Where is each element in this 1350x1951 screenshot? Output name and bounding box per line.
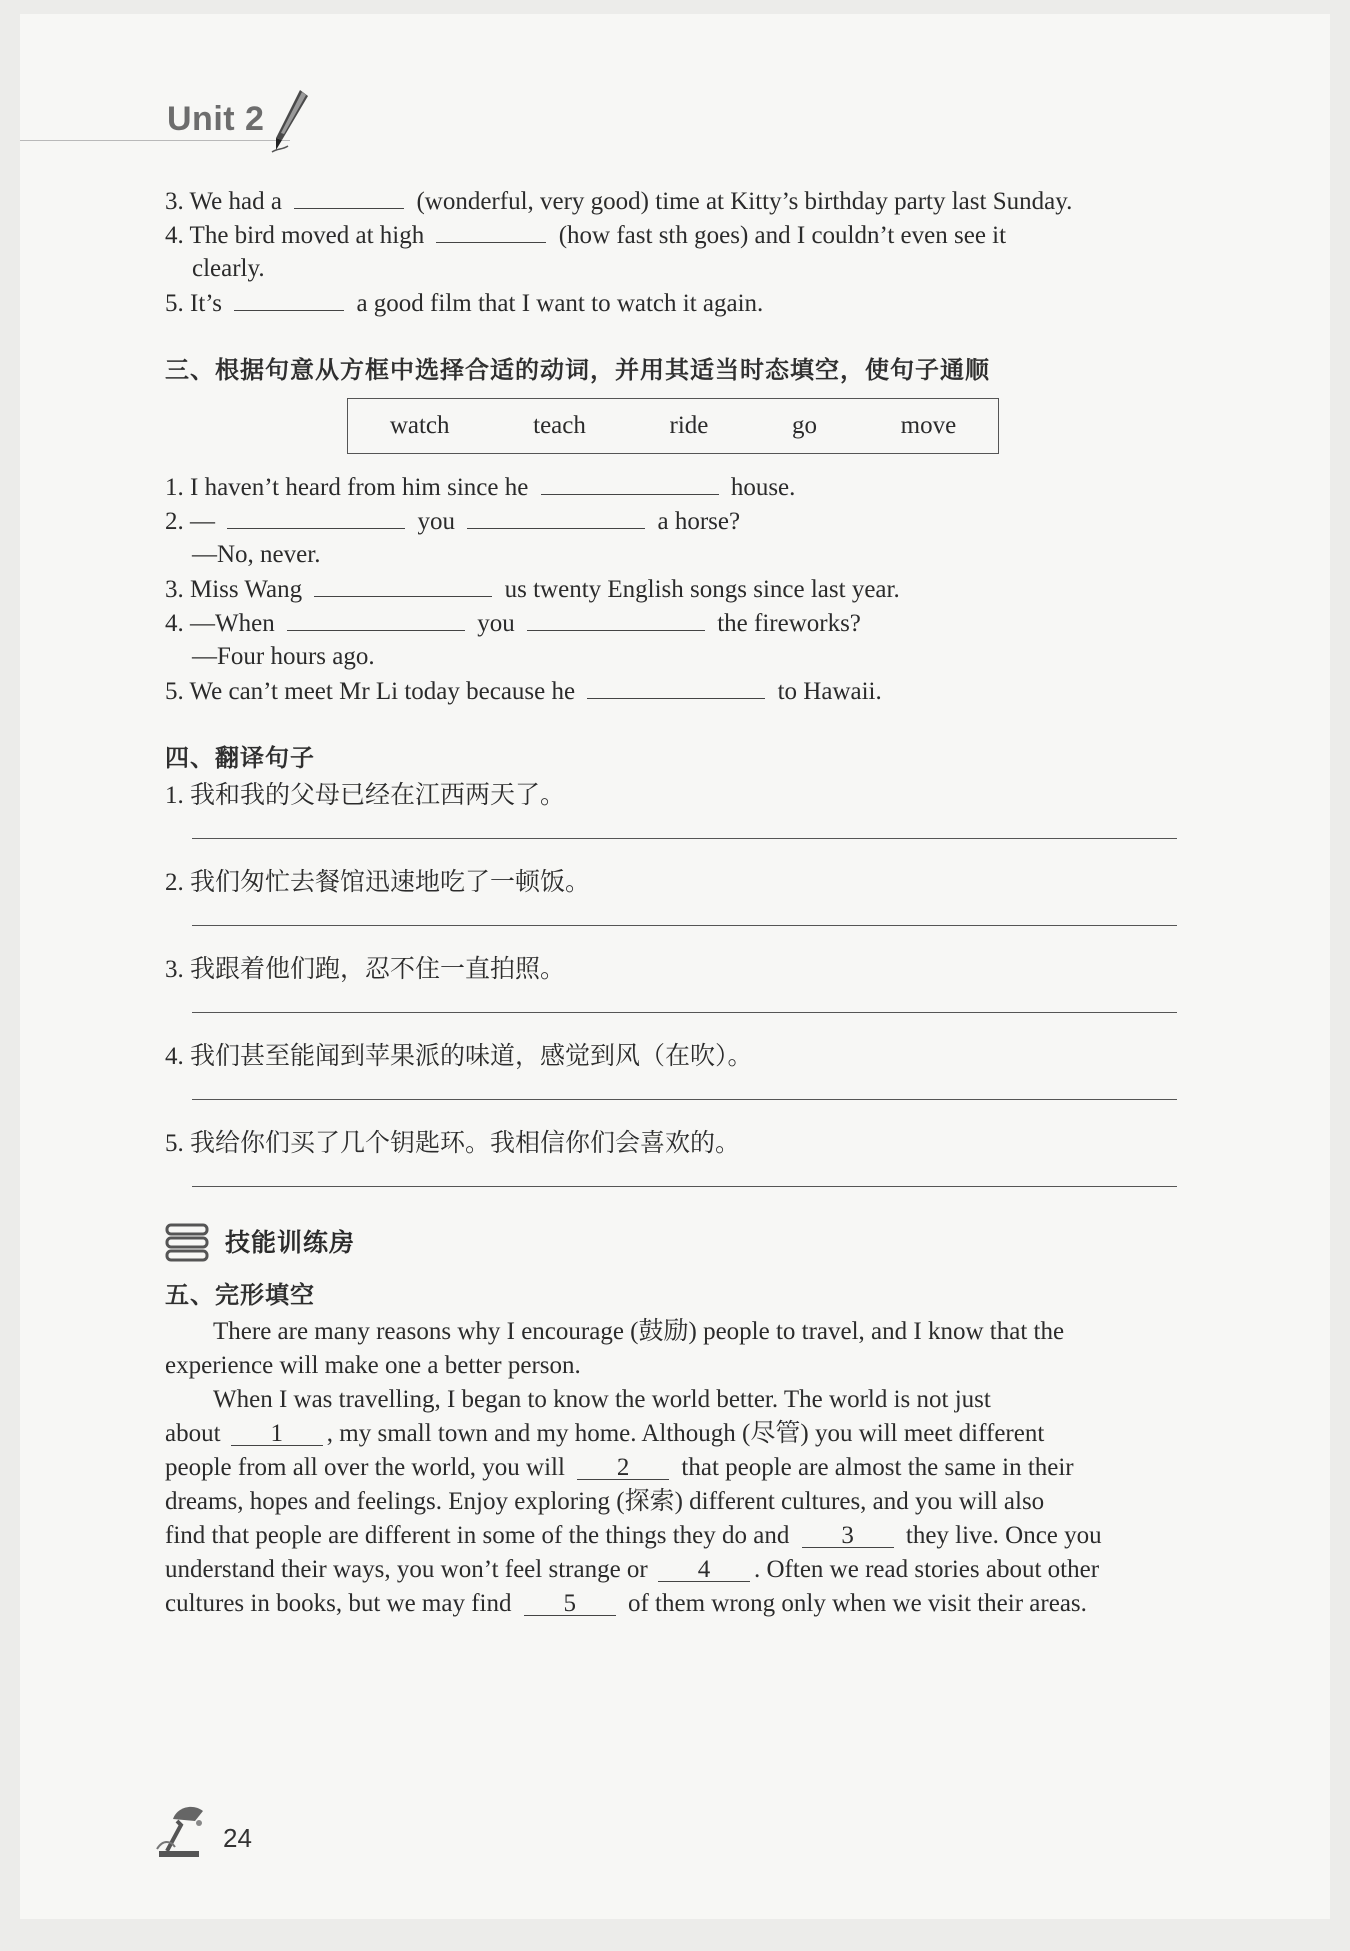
exercise-item — [165, 184, 1205, 218]
passage-line: dreams, hopes and feelings. Enjoy exploring (探索) different cultures, and you will also — [165, 1488, 1045, 1515]
exercise-item — [165, 674, 1205, 708]
translation-item: 1. 我和我的父母已经在江西两天了。 — [165, 782, 566, 809]
skills-heading — [165, 1213, 1205, 1275]
passage-text: people from all over the world, you will — [165, 1454, 565, 1481]
exercise-item — [165, 470, 1205, 504]
passage-line — [165, 1519, 1205, 1553]
word-bank-item: teach — [533, 412, 586, 439]
exercise-item — [165, 504, 1205, 538]
passage-text: understand their ways, you won’t feel strange or — [165, 1556, 648, 1583]
cloze-blank[interactable]: 1 — [231, 1421, 323, 1446]
item-text: to Hawaii. — [777, 678, 882, 705]
item-text: you — [477, 610, 515, 637]
item-text: (how fast sth goes) and I couldn’t even see it — [558, 222, 1007, 249]
skills-heading-text: 技能训练房 — [225, 1228, 356, 1257]
translation-item: 3. 我跟着他们跑，忍不住一直拍照。 — [165, 956, 566, 983]
translation-item: 2. 我们匆忙去餐馆迅速地吃了一顿饭。 — [165, 869, 591, 896]
exercise-item — [165, 286, 1205, 320]
item-text: 5. We can’t meet Mr Li today because he — [165, 678, 576, 705]
item-text: 3. We had a — [165, 188, 282, 215]
word-bank-item: ride — [669, 412, 709, 439]
passage-line — [165, 1417, 1205, 1451]
item-text: —Four hours ago. — [192, 643, 375, 670]
exercise-item — [165, 572, 1205, 606]
unit-title: Unit 2 — [167, 100, 265, 138]
item-text: 4. The bird moved at high — [165, 222, 425, 249]
item-text: 3. Miss Wang — [165, 576, 303, 603]
answer-blank[interactable] — [436, 218, 546, 243]
translation-item: 4. 我们甚至能闻到苹果派的味道，感觉到风（在吹）。 — [165, 1043, 753, 1070]
page-header — [20, 92, 300, 142]
item-text: a horse? — [657, 508, 741, 535]
answer-blank[interactable] — [227, 504, 405, 529]
desk-lamp-icon — [155, 1799, 215, 1859]
passage-line: There are many reasons why I encourage (鼓励) people to travel, and I know that the — [213, 1318, 1065, 1345]
dialogue-reply — [165, 640, 1205, 674]
answer-line[interactable] — [192, 1012, 1177, 1013]
section-title-3: 三、根据句意从方框中选择合适的动词，并用其适当时态填空，使句子通顺 — [165, 356, 990, 384]
item-text: 4. —When — [165, 610, 275, 637]
item-text: 5. It’s — [165, 290, 222, 317]
item-text: (wonderful, very good) time at Kitty’s birthday party last Sunday. — [416, 188, 1073, 215]
answer-line[interactable] — [192, 1099, 1177, 1100]
cloze-blank[interactable]: 5 — [524, 1591, 616, 1616]
header-rule — [20, 140, 290, 141]
passage-text: find that people are different in some of the things they do and — [165, 1522, 790, 1549]
word-bank — [347, 398, 999, 454]
answer-blank[interactable] — [587, 674, 765, 699]
answer-blank[interactable] — [287, 606, 465, 631]
word-bank-item: go — [792, 412, 817, 439]
word-bank-item: watch — [389, 412, 450, 439]
passage-line: When I was travelling, I began to know the world better. The world is not just — [213, 1386, 991, 1413]
item-text: the fireworks? — [717, 610, 861, 637]
answer-blank[interactable] — [294, 184, 404, 209]
answer-blank[interactable] — [467, 504, 645, 529]
word-bank-item: move — [900, 412, 957, 439]
page-number: 24 — [223, 1823, 252, 1853]
passage-line — [165, 1553, 1205, 1587]
books-icon — [165, 1219, 211, 1265]
passage-text: of them wrong only when we visit their areas. — [627, 1590, 1087, 1617]
answer-line[interactable] — [192, 1186, 1177, 1187]
item-text: us twenty English songs since last year. — [504, 576, 900, 603]
passage-line — [165, 1587, 1205, 1621]
answer-blank[interactable] — [527, 606, 705, 631]
pen-icon — [268, 88, 312, 154]
passage-text: about — [165, 1420, 221, 1447]
cloze-blank[interactable]: 3 — [802, 1523, 894, 1548]
section-title-5: 五、完形填空 — [165, 1281, 315, 1309]
passage-line — [165, 1451, 1205, 1485]
exercise-item-continuation — [165, 252, 1205, 286]
answer-blank[interactable] — [314, 572, 492, 597]
passage-line: experience will make one a better person. — [165, 1352, 581, 1379]
item-text: 2. — — [165, 508, 215, 535]
section-title-4: 四、翻译句子 — [165, 744, 315, 772]
dialogue-reply — [165, 538, 1205, 572]
answer-blank[interactable] — [234, 286, 344, 311]
workbook-page — [20, 14, 1330, 1919]
passage-text: cultures in books, but we may find — [165, 1590, 512, 1617]
passage-text: , my small town and my home. Although (尽管) you will meet different — [326, 1420, 1045, 1447]
passage-text: that people are almost the same in their — [681, 1454, 1074, 1481]
passage-text: . Often we read stories about other — [754, 1556, 1100, 1583]
page-footer — [155, 1799, 355, 1859]
page-content — [165, 184, 1205, 1621]
cloze-blank[interactable]: 4 — [658, 1557, 750, 1582]
exercise-item — [165, 606, 1205, 640]
translation-item: 5. 我给你们买了几个钥匙环。我相信你们会喜欢的。 — [165, 1130, 741, 1157]
answer-line[interactable] — [192, 838, 1177, 839]
item-text: —No, never. — [192, 541, 321, 568]
passage-text: they live. Once you — [905, 1522, 1102, 1549]
answer-line[interactable] — [192, 925, 1177, 926]
cloze-blank[interactable]: 2 — [577, 1455, 669, 1480]
answer-blank[interactable] — [541, 470, 719, 495]
exercise-item — [165, 218, 1205, 252]
item-text: 1. I haven’t heard from him since he — [165, 474, 529, 501]
item-text: a good film that I want to watch it again. — [356, 290, 764, 317]
item-text: you — [417, 508, 455, 535]
item-text: clearly. — [192, 255, 265, 282]
item-text: house. — [730, 474, 796, 501]
